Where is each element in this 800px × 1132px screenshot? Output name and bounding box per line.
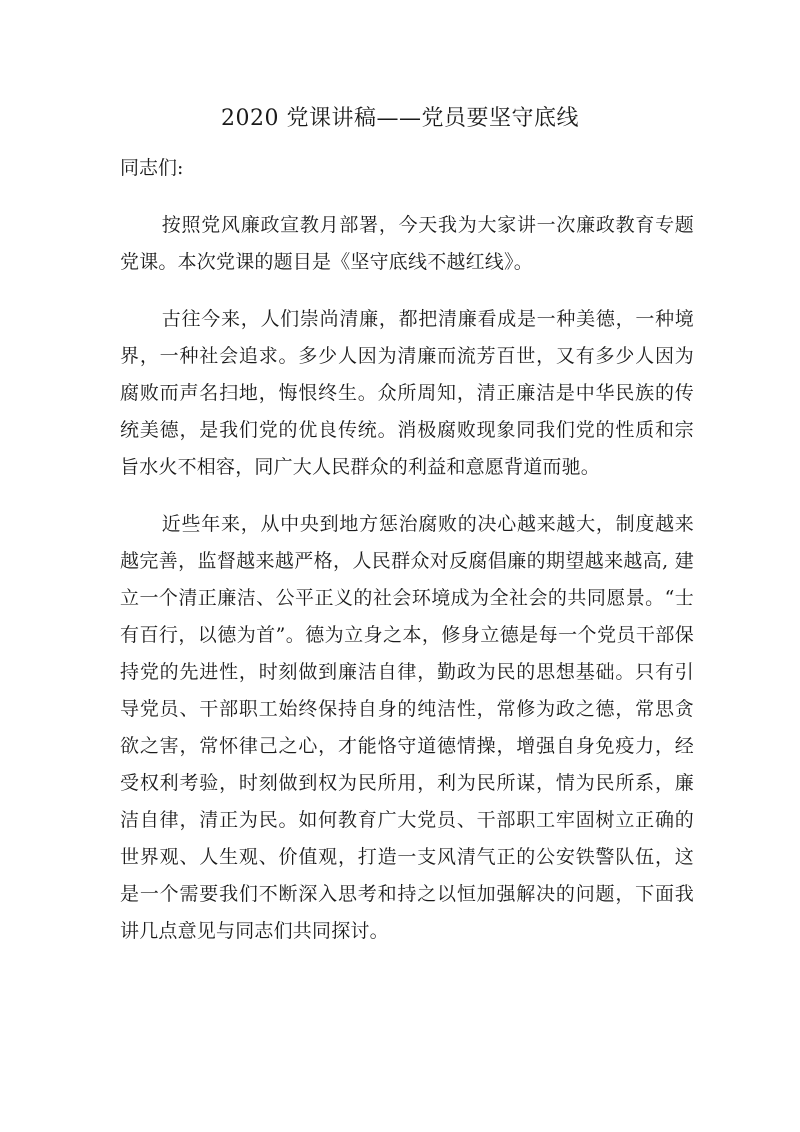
paragraph-2: 古往今来，人们崇尚清廉，都把清廉看成是一种美德，一种境界，一种社会追求。多少人因为清廉而流芳百世，又有多少人因为腐败而声名扫地，悔恨终生。众所周知，清正廉洁是中华民族的传统美德，是我们党的优良传统。消极腐败现象同我们党的性质和宗旨水火不相容，同广大人民群众的利益和意愿背道而驰。 xyxy=(120,308,694,478)
paragraph-1: 按照党风廉政宣教月部署，今天我为大家讲一次廉政教育专题党课。本次党课的题目是《坚守底线不越红线》。 xyxy=(120,214,694,273)
document-title: 2020 党课讲稿——党员要坚守底线 xyxy=(221,106,579,131)
salutation: 同志们: xyxy=(120,157,184,179)
document-body xyxy=(120,150,694,950)
paragraph-3: 近些年来，从中央到地方惩治腐败的决心越来越大，制度越来越完善，监督越来越严格，人民群众对反腐倡廉的期望越来越高, 建立一个清正廉洁、公平正义的社会环境成为全社会的共同愿景。“士有百行，以德为首”。德为立身之本，修身立德是每一个党员干部保持党的先进性，时刻做到廉洁自律，勤政为民的思想基础。只有引导党员、干部职工始终保持自身的纯洁性，常修为政之德，常思贪欲之害，常怀律己之心，才能恪守道德情操，增强自身免疫力，经受权利考验，时刻做到权为民所用，利为民所谋，情为民所系，廉洁自律，清正为民。如何教育广大党员、干部职工牢固树立正确的世界观、人生观、价值观，打造一支风清气正的公安铁警队伍，这是一个需要我们不断深入思考和持之以恒加强解决的问题，下面我讲几点意见与同志们共同探讨。 xyxy=(120,513,694,942)
